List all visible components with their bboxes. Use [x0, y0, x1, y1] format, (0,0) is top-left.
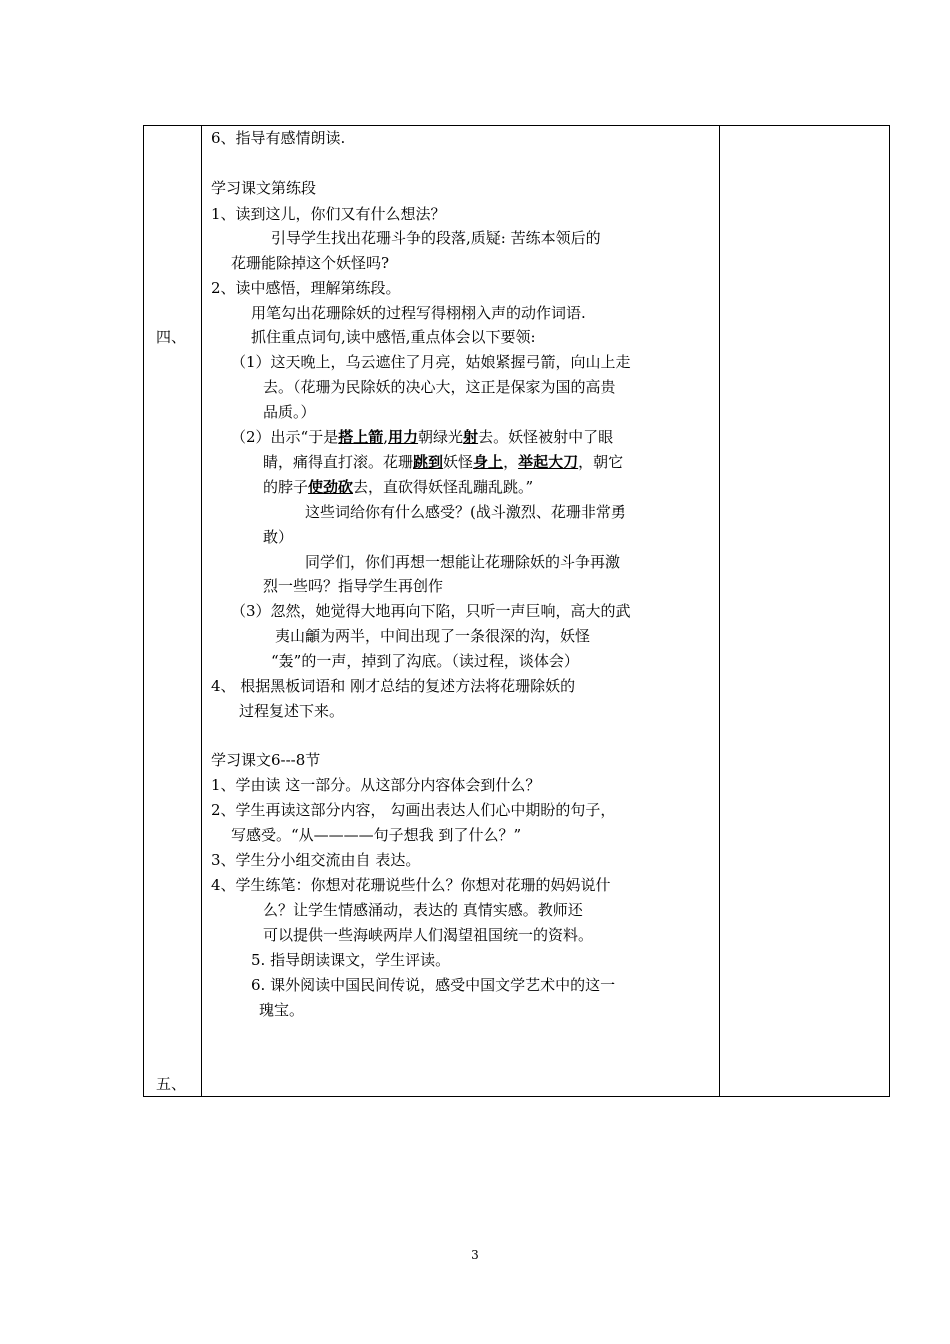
- text-line: 过程复述下来。: [239, 702, 345, 720]
- text-run: ,: [383, 428, 389, 446]
- text-line: 瑰宝。: [259, 1001, 305, 1019]
- action-word: 跳到: [413, 453, 444, 471]
- page-number: 3: [471, 1248, 479, 1262]
- text-run: 睛，痛得直打滚。花珊: [263, 453, 414, 471]
- text-line: 么？让学生情感涌动，表达的 真情实感。教师还: [263, 901, 583, 919]
- action-word: 射: [463, 428, 479, 446]
- text-line: 1、学由读 这一部分。从这部分内容体会到什么？: [211, 776, 541, 794]
- text-line: 夷山龥为两半，中间出现了一条很深的沟，妖怪: [275, 627, 591, 645]
- column-divider-1: [201, 126, 202, 1096]
- text-line: 2、读中感悟，理解第练段。: [211, 279, 401, 297]
- action-word: 身上: [473, 453, 504, 471]
- section-four-label: 四、: [156, 328, 187, 346]
- text-run: 去。妖怪被射中了眼: [478, 428, 614, 446]
- text-line: 1、读到这儿，你们又有什么想法？: [211, 205, 446, 223]
- text-line: 用笔勾出花珊除妖的过程写得栩栩入声的动作词语.: [251, 304, 586, 322]
- text-line: 写感受。“从————句子想我 到了什么？”: [231, 826, 522, 844]
- section-five-label: 五、: [156, 1075, 187, 1093]
- action-word: 用力: [388, 428, 419, 446]
- text-line: 4、学生练笔：你想对花珊说些什么？你想对花珊的妈妈说什: [211, 876, 611, 894]
- action-word: 使劲砍: [308, 478, 354, 496]
- text-line: 引导学生找出花珊斗争的段落,质疑: 苦练本领后的: [271, 229, 601, 247]
- text-line: 抓住重点词句,读中感悟,重点体会以下要领:: [251, 328, 536, 346]
- text-line: （1）这天晚上，乌云遮住了月亮，姑娘紧握弓箭，向山上走: [231, 353, 631, 371]
- quote-line-1: [231, 426, 613, 448]
- text-line: 去。（花珊为民除妖的决心大，这正是保家为国的高贵: [263, 378, 616, 396]
- text-run: ，朝它: [578, 453, 624, 471]
- text-run: 妖怪: [443, 453, 474, 471]
- action-word: 搭上箭: [338, 428, 384, 446]
- text-run: （2）出示“于是: [231, 428, 339, 446]
- text-line: 烈一些吗？指导学生再创作: [263, 577, 444, 595]
- text-run: 朝绿光: [418, 428, 464, 446]
- text-line: 品质。）: [263, 403, 316, 421]
- text-line: 花珊能除掉这个妖怪吗?: [231, 254, 390, 272]
- text-line: 2、学生再读这部分内容， 勾画出表达人们心中期盼的句子，: [211, 801, 616, 819]
- column-divider-2: [719, 126, 720, 1096]
- text-line: 学习课文6---8节: [211, 751, 321, 769]
- text-line: 6、指导有感情朗读.: [211, 129, 346, 147]
- text-line: 学习课文第练段: [211, 179, 317, 197]
- text-run: 的脖子: [263, 478, 309, 496]
- text-line: 3、学生分小组交流由自 表达。: [211, 851, 421, 869]
- text-line: （3）忽然，她觉得大地再向下陷，只听一声巨响，高大的武: [231, 602, 631, 620]
- text-run: ，: [503, 453, 519, 471]
- action-word: 举起大刀: [518, 453, 579, 471]
- text-line: 敢）: [263, 528, 294, 546]
- text-line: 同学们，你们再想一想能让花珊除妖的斗争再激: [305, 553, 621, 571]
- text-line: 5. 指导朗读课文，学生评读。: [251, 951, 451, 969]
- text-line: 这些词给你有什么感受？(战斗激烈、花珊非常勇: [305, 503, 626, 521]
- text-run: 去，直砍得妖怪乱蹦乱跳。”: [353, 478, 534, 496]
- lesson-plan-table: [143, 125, 890, 1097]
- text-line: 可以提供一些海峡两岸人们渴望祖国统一的资料。: [263, 926, 594, 944]
- quote-line-2: [263, 451, 623, 473]
- text-line: 6. 课外阅读中国民间传说，感受中国文学艺术中的这一: [251, 976, 616, 994]
- quote-line-3: [263, 476, 533, 498]
- text-line: 4、 根据黑板词语和 刚才总结的复述方法将花珊除妖的: [211, 677, 576, 695]
- text-line: “轰”的一声，掉到了沟底。（读过程，谈体会）: [271, 652, 579, 670]
